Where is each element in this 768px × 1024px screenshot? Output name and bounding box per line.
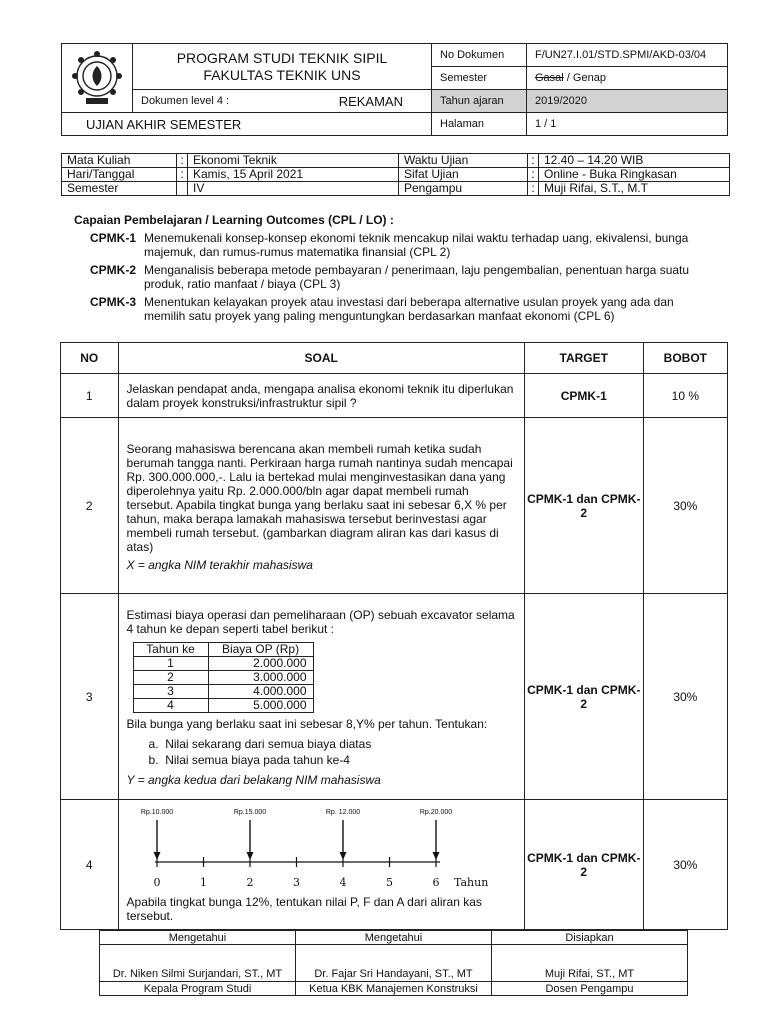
info-label: Sifat Ujian [399,168,528,182]
question-text: Seorang mahasiswa berencana akan membeli rumah ketika sudah berumah tangga nanti. Perkiraan harga rumah nantinya sudah mencapai Rp. 300.000.000,-. Lalu ia bertekad mulai menginvestasikan dana yang diperolehnya yaitu Rp. 2.000.000/bln agar dapat membeli rumah tersebut. Apabila tingkat bunga yang berlaku saat ini sebesar 6,X % per tahun, maka berapa lamakah mahasiswa tersebut berinvestasi agar membeli rumah tersebut. (gambarkan diagram aliran kas dari kasus di atas) [126,441,513,554]
info-colon: : [528,182,539,196]
biaya-tahun: 4 [133,699,208,713]
question-bobot: 30% [643,594,727,800]
cash-flow-label: Rp.15.000 [233,809,266,816]
learning-outcomes-title: Capaian Pembelajaran / Learning Outcomes (CPL / LO) : [74,213,394,227]
biaya-tahun: 1 [133,657,208,671]
biaya-value: 5.000.000 [208,699,313,713]
signature-role: Kepala Program Studi [100,982,296,996]
question-target: CPMK-1 dan CPMK-2 [524,594,643,800]
question-sublist [149,737,518,767]
year-label: 2 [246,876,254,889]
cash-flow-label: Rp. 12.000 [325,809,360,816]
info-value: IV [188,182,399,196]
cpmk-code: CPMK-3 [90,295,137,309]
signature-heading: Mengetahui [100,931,296,945]
no-dokumen-label: No Dokumen [432,44,527,67]
question-text: Apabila tingkat bunga 12%, tentukan nilai P, F dan A dari aliran kas tersebut. [126,895,482,923]
course-info-table [61,153,730,196]
no-dokumen-value: F/UN27.I.01/STD.SPMI/AKD-03/04 [527,44,728,67]
cpmk-text: Menganalisis beberapa metode pembayaran / penerimaan, laju pengembalian, penentuan harga suatu produk, ratio manfaat / biaya (CPL 3) [144,263,690,291]
signature-heading: Mengetahui [296,931,492,945]
info-value: Online - Buka Ringkasan [539,168,730,182]
signature-space [296,945,492,968]
semester-gasal: Gasal [535,72,564,84]
arrow-head [246,852,253,860]
info-colon: : [528,154,539,168]
info-colon: : [177,168,188,182]
document-header [61,43,728,136]
info-value: Ekonomi Teknik [188,154,399,168]
question-bobot: 30% [643,418,727,594]
question-target: CPMK-1 dan CPMK-2 [524,418,643,594]
learning-outcomes [74,213,714,327]
info-value: Kamis, 15 April 2021 [188,168,399,182]
question-text: Estimasi biaya operasi dan pemeliharaan (OP) sebuah excavator selama 4 tahun ke depan seperti tabel berikut : [126,608,515,636]
question-bobot: 10 % [643,374,727,418]
signature-role: Ketua KBK Manajemen Konstruksi [296,982,492,996]
signature-role: Dosen Pengampu [492,982,688,996]
question-text: Jelaskan pendapat anda, mengapa analisa ekonomi teknik itu diperlukan dalam proyek konstruksi/infrastruktur sipil ? [118,374,524,418]
info-label: Hari/Tanggal [62,168,177,182]
info-colon: : [177,154,188,168]
arrow-head [432,852,439,860]
tahun-ajaran-value: 2019/2020 [527,90,728,113]
semester-label: Semester [432,67,527,90]
signature-space [100,945,296,968]
table-row [133,671,313,685]
cpmk-code: CPMK-2 [90,263,137,277]
signature-space [492,945,688,968]
program-title [133,44,432,90]
cash-flow-diagram [127,804,507,892]
biaya-value: 2.000.000 [208,657,313,671]
tahun-ajaran-label: Tahun ajaran [432,90,527,113]
info-label: Waktu Ujian [399,154,528,168]
cash-flow-label: Rp.20.000 [419,809,452,816]
biaya-header-tahun: Tahun ke [133,643,208,657]
biaya-value: 4.000.000 [208,685,313,699]
year-label: 5 [385,876,393,889]
signature-name: Dr. Fajar Sri Handayani, ST., MT [296,967,492,982]
info-value: Muji Rifai, S.T., M.T [539,182,730,196]
question-target: CPMK-1 dan CPMK-2 [524,800,643,930]
cpmk-code: CPMK-1 [90,231,137,245]
question-number: 1 [61,374,119,418]
year-label: 1 [199,876,207,889]
arrow-head [339,852,346,860]
exam-title: UJIAN AKHIR SEMESTER [62,113,432,136]
question-target: CPMK-1 [524,374,643,418]
list-item [149,737,518,751]
list-marker: b. [148,753,159,767]
cpmk-item [90,295,714,323]
list-text: Nilai semua biaya pada tahun ke-4 [165,753,350,767]
time-unit-label: Tahun [453,876,488,889]
question-content [118,594,524,800]
info-label: Pengampu [399,182,528,196]
year-label: 0 [153,876,161,889]
signature-name: Muji Rifai, ST., MT [492,967,688,982]
info-colon [177,182,188,196]
cpmk-text: Menentukan kelayakan proyek atau investasi dari beberapa alternative usulan proyek yang ada dan memilih satu proyek yang paling menguntungkan berdasarkan manfaat ekonomi (CPL 6) [144,295,674,323]
halaman-value: 1 / 1 [527,113,728,136]
year-label: 3 [292,876,300,889]
table-row [133,685,313,699]
question-bobot: 30% [643,800,727,930]
arrow-head [153,852,160,860]
semester-value [527,67,728,90]
question-number: 4 [61,800,119,930]
header-target: TARGET [524,343,643,374]
table-row [133,699,313,713]
biaya-tahun: 3 [133,685,208,699]
biaya-tahun: 2 [133,671,208,685]
question-ask: Bila bunga yang berlaku saat ini sebesar 8,Y% per tahun. Tentukan: [126,717,488,731]
dokumen-type: REKAMAN [338,93,403,109]
info-label: Mata Kuliah [62,154,177,168]
info-label: Semester [62,182,177,196]
cpmk-item [90,263,714,291]
biaya-value: 3.000.000 [208,671,313,685]
signature-heading: Disiapkan [492,931,688,945]
header-soal: SOAL [118,343,524,374]
header-bobot: BOBOT [643,343,727,374]
biaya-header-biaya: Biaya OP (Rp) [208,643,313,657]
university-logo-icon [64,46,130,108]
question-number: 3 [61,594,119,800]
info-value: 12.40 – 14.20 WIB [539,154,730,168]
question-note: Y = angka kedua dari belakang NIM mahasiswa [126,773,381,787]
table-header-row [61,343,728,374]
question-note: X = angka NIM terakhir mahasiswa [126,557,313,572]
dokumen-level-cell [133,90,432,113]
cpmk-text: Menemukenali konsep-konsep ekonomi teknik mencakup nilai waktu terhadap uang, ekivalensi, bunga majemuk, dan rumus-rumus matematika finansial (CPL 2) [144,231,689,259]
info-row [62,168,730,182]
list-item [149,753,518,767]
question-row-1 [61,374,728,418]
signature-name: Dr. Niken Silmi Surjandari, ST., MT [100,967,296,982]
question-row-4 [61,800,728,930]
question-row-2 [61,418,728,594]
list-text: Nilai sekarang dari semua biaya diatas [165,737,372,751]
biaya-op-table [133,642,314,713]
question-number: 2 [61,418,119,594]
question-row-3 [61,594,728,800]
header-no: NO [61,343,119,374]
halaman-label: Halaman [432,113,527,136]
title-line-1: PROGRAM STUDI TEKNIK SIPIL [176,49,388,66]
info-row [62,182,730,196]
cpmk-item [90,231,714,259]
title-line-2: FAKULTAS TEKNIK UNS [203,66,361,83]
info-row [62,154,730,168]
logo-cell [62,44,133,113]
questions-table [60,342,728,930]
semester-genap: / Genap [563,72,606,84]
dokumen-level: Dokumen level 4 : [141,95,230,107]
year-label: 4 [339,876,347,889]
signature-table [99,930,688,996]
info-colon: : [528,168,539,182]
table-row [133,657,313,671]
question-content [118,800,524,930]
question-content [118,418,524,594]
cash-flow-label: Rp.10.000 [140,809,173,816]
list-marker: a. [148,737,159,751]
year-label: 6 [432,876,440,889]
